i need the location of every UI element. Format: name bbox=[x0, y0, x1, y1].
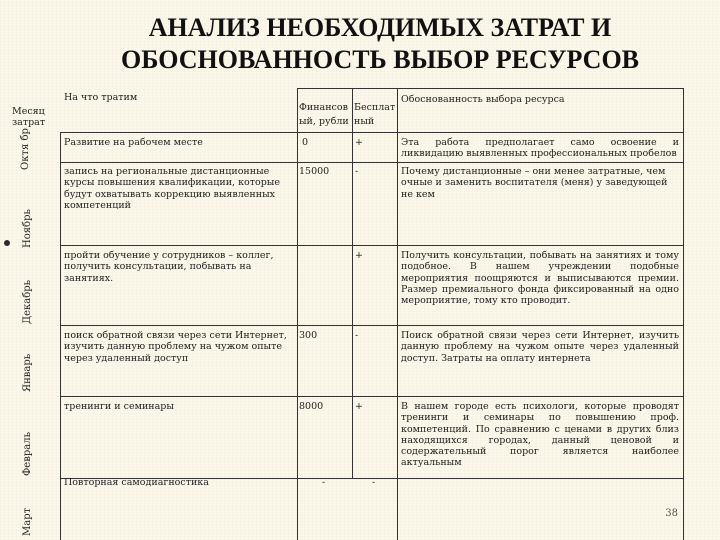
row-3-item: пройти обучение у сотрудников – коллег, получить консультации, побывать на занятиях. bbox=[64, 250, 274, 284]
row-2-paid: 15000 bbox=[299, 166, 330, 177]
month-november: Ноябрь bbox=[22, 209, 33, 248]
month-header: Месяц затрат bbox=[12, 106, 46, 129]
row-divider bbox=[297, 88, 397, 89]
free-header-line-2: ный bbox=[354, 116, 375, 127]
row-4-item: поиск обратной связи через сети Интернет, изучить данную проблему на чужом опыте через удаленный доступ bbox=[64, 330, 287, 364]
column-divider bbox=[397, 88, 398, 540]
slide-title bbox=[60, 12, 700, 76]
row-1-item: Развитие на рабочем месте bbox=[64, 137, 203, 148]
month-january: Январь bbox=[22, 353, 33, 392]
item-header: На что тратим bbox=[64, 92, 138, 103]
month-october: Октя бр bbox=[20, 128, 31, 170]
row-5-reason: В нашем городе есть психологи, которые проводят тренинги и семинары по повышению проф. компетенций. По сравнению с ценами в других близ находящихся городах, данный ценовой и содержательный порог является наиболее актуальным bbox=[401, 401, 679, 469]
paid-header-line-1: Финансов bbox=[299, 102, 348, 113]
row-1-free: + bbox=[355, 137, 363, 148]
page-number: 38 bbox=[665, 508, 678, 519]
row-1-reason: Эта работа предполагает само освоение и ликвидацию выявленных профессиональных пробелов bbox=[401, 137, 679, 160]
row-divider bbox=[397, 88, 684, 89]
costs-table bbox=[12, 88, 684, 540]
row-6-free: - bbox=[372, 477, 376, 488]
column-divider bbox=[352, 88, 353, 478]
title-line-1: АНАЛИЗ НЕОБХОДИМЫХ ЗАТРАТ И bbox=[148, 13, 612, 42]
free-header-line-1: Бесплат bbox=[354, 102, 396, 113]
reason-header: Обоснованность выбора ресурса bbox=[401, 94, 565, 105]
paid-header-line-2: ый, рубли bbox=[299, 116, 349, 127]
row-6-item: Повторная самодиагностика bbox=[64, 477, 209, 488]
month-march: Март bbox=[22, 507, 33, 536]
row-divider bbox=[60, 132, 684, 133]
month-february: Февраль bbox=[22, 431, 33, 476]
row-3-reason: Получить консультации, побывать на занятиях и тому подобное. В нашем учреждении подобные мероприятия поощряются и выписываются премии. Размер премиального фонда фиксированный на одно мероприятие, тому кто проводит. bbox=[401, 250, 679, 307]
row-4-free: - bbox=[355, 330, 359, 341]
row-5-paid: 8000 bbox=[299, 401, 324, 412]
row-2-free: - bbox=[355, 166, 359, 177]
row-2-item: запись на региональные дистанционные курсы повышения квалификации, которые будут охватывать коррекцию выявленных компетенций bbox=[64, 166, 280, 211]
row-3-free: + bbox=[355, 250, 363, 261]
row-1-paid: 0 bbox=[302, 137, 309, 148]
column-divider bbox=[683, 88, 684, 540]
row-5-free: + bbox=[355, 401, 363, 412]
row-2-reason: Почему дистанционные – они менее затратные, чем очные и заменить воспитателя (меня) у заведующей не кем bbox=[401, 166, 668, 200]
row-divider bbox=[60, 245, 684, 246]
row-5-item: тренинги и семинары bbox=[64, 401, 174, 412]
month-december: Декабрь bbox=[22, 279, 33, 324]
row-6-paid: - bbox=[322, 477, 326, 488]
column-divider bbox=[297, 88, 298, 540]
title-line-2: ОБОСНОВАННОСТЬ ВЫБОР РЕСУРСОВ bbox=[120, 45, 640, 74]
row-divider bbox=[60, 396, 684, 397]
row-divider bbox=[60, 162, 684, 163]
row-divider bbox=[60, 325, 684, 326]
bullet-dot bbox=[4, 240, 10, 246]
row-4-paid: 300 bbox=[299, 330, 318, 341]
row-4-reason: Поиск обратной связи через сети Интернет, изучить данную проблему на чужом опыте через удаленный доступ. Затраты на оплату интернета bbox=[401, 330, 679, 364]
